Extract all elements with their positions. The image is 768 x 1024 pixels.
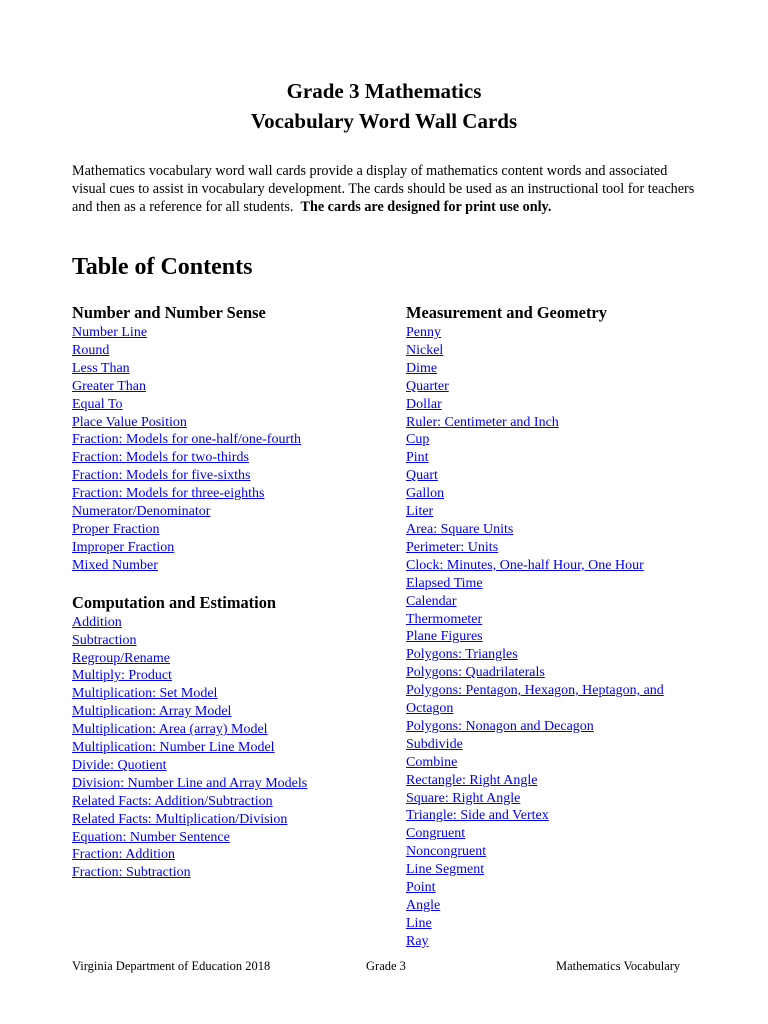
toc-link[interactable]: Multiplication: Number Line Model xyxy=(72,740,275,756)
toc-link[interactable]: Ray xyxy=(406,933,429,949)
toc-list-item xyxy=(406,628,706,646)
toc-link[interactable]: Combine xyxy=(406,754,458,770)
footer-center: Grade 3 xyxy=(366,959,406,973)
toc-link[interactable]: Congruent xyxy=(406,826,466,842)
toc-link[interactable]: Addition xyxy=(72,614,122,630)
toc-link[interactable]: Dime xyxy=(406,360,438,376)
toc-list-item xyxy=(406,539,706,557)
number-sense-list xyxy=(72,324,392,575)
toc-link[interactable]: Multiply: Product xyxy=(72,668,172,684)
toc-link[interactable]: Fraction: Models for five-sixths xyxy=(72,468,251,484)
toc-link[interactable]: Penny xyxy=(406,325,441,340)
toc-link[interactable]: Pint xyxy=(406,450,429,466)
toc-list-item xyxy=(406,467,706,485)
toc-link[interactable]: Dollar xyxy=(406,396,442,412)
toc-link[interactable]: Nickel xyxy=(406,342,444,358)
toc-list-item xyxy=(72,632,392,650)
toc-list-item xyxy=(406,879,706,897)
toc-link[interactable]: Subtraction xyxy=(72,632,137,648)
toc-list-item xyxy=(72,614,392,632)
toc-link[interactable]: Rectangle: Right Angle xyxy=(406,772,538,788)
toc-link[interactable]: Divide: Quotient xyxy=(72,757,167,773)
toc-link[interactable]: Clock: Minutes, One-half Hour, One Hour xyxy=(406,557,644,573)
toc-list-item xyxy=(406,772,706,790)
toc-list-item xyxy=(72,485,392,503)
toc-link[interactable]: Calendar xyxy=(406,593,457,609)
toc-list-item xyxy=(72,775,392,793)
toc-link[interactable]: Line xyxy=(406,915,432,931)
toc-list-item xyxy=(406,915,706,933)
toc-list-item xyxy=(72,846,392,864)
toc-list-item xyxy=(72,431,392,449)
toc-list-item xyxy=(406,557,706,575)
toc-link[interactable]: Multiplication: Array Model xyxy=(72,704,232,720)
toc-list-item xyxy=(406,700,706,718)
toc-link[interactable]: Fraction: Addition xyxy=(72,847,176,863)
toc-list-item xyxy=(406,575,706,593)
computation-list xyxy=(72,614,392,883)
toc-list-item xyxy=(72,793,392,811)
toc-link[interactable]: Triangle: Side and Vertex xyxy=(406,808,549,824)
toc-list-item xyxy=(406,933,706,951)
toc-link[interactable]: Subdivide xyxy=(406,736,463,752)
document-title-line-2: Vocabulary Word Wall Cards xyxy=(250,109,518,133)
toc-list-item xyxy=(72,396,392,414)
toc-list-item xyxy=(406,324,706,342)
toc-list-item xyxy=(406,718,706,736)
toc-list-item xyxy=(406,807,706,825)
section-heading-number-sense: Number and Number Sense xyxy=(72,303,266,322)
toc-list-item xyxy=(406,736,706,754)
toc-list-item xyxy=(72,667,392,685)
footer-right: Mathematics Vocabulary xyxy=(556,959,681,973)
toc-list-item xyxy=(72,650,392,668)
toc-list-item xyxy=(406,485,706,503)
toc-list-item xyxy=(72,721,392,739)
toc-list-item xyxy=(72,503,392,521)
toc-link[interactable]: Multiplication: Area (array) Model xyxy=(72,722,268,738)
toc-link[interactable]: Gallon xyxy=(406,486,445,502)
toc-link[interactable]: Proper Fraction xyxy=(72,521,160,537)
intro-text: Mathematics vocabulary word wall cards provide a display of mathematics content words and associated visual cues to assist in vocabulary development. The cards should be used as an instructional tool for teachers and then as a reference for all students. xyxy=(72,163,695,215)
toc-link[interactable]: Quart xyxy=(406,468,438,484)
toc-list-item xyxy=(406,521,706,539)
toc-link[interactable]: Quarter xyxy=(406,378,449,394)
toc-link[interactable]: Area: Square Units xyxy=(406,521,514,537)
toc-link[interactable]: Related Facts: Addition/Subtraction xyxy=(72,793,273,809)
toc-list-item xyxy=(406,790,706,808)
toc-list-item xyxy=(406,861,706,879)
toc-link[interactable]: Division: Number Line and Array Models xyxy=(72,775,308,791)
toc-link[interactable]: Polygons: Triangles xyxy=(406,647,518,663)
toc-list-item xyxy=(406,646,706,664)
toc-list-item xyxy=(72,449,392,467)
toc-link[interactable]: Number Line xyxy=(72,325,148,340)
toc-list-item xyxy=(72,811,392,829)
intro-bold-text: The cards are designed for print use only. xyxy=(300,199,552,215)
toc-link[interactable]: Perimeter: Units xyxy=(406,539,499,555)
footer-left: Virginia Department of Education 2018 xyxy=(72,959,271,973)
toc-link[interactable]: Polygons: Nonagon and Decagon xyxy=(406,718,594,734)
section-heading-measurement: Measurement and Geometry xyxy=(406,303,607,322)
toc-list-item xyxy=(72,829,392,847)
toc-link[interactable]: Polygons: Quadrilaterals xyxy=(406,665,545,681)
toc-link[interactable]: Fraction: Models for one-half/one-fourth xyxy=(72,432,301,448)
toc-list-item xyxy=(406,342,706,360)
toc-link[interactable]: Greater Than xyxy=(72,378,146,394)
toc-link[interactable]: Point xyxy=(406,880,436,896)
toc-list-item xyxy=(406,843,706,861)
toc-list-item xyxy=(72,739,392,757)
toc-list-item xyxy=(406,611,706,629)
toc-link[interactable]: Liter xyxy=(406,504,434,520)
toc-right-column xyxy=(406,302,706,951)
toc-heading: Table of Contents xyxy=(72,254,253,280)
section-heading-computation: Computation and Estimation xyxy=(72,592,277,612)
toc-link[interactable]: Improper Fraction xyxy=(72,539,175,555)
toc-list-item xyxy=(406,825,706,843)
toc-list-item xyxy=(406,396,706,414)
toc-link[interactable]: Square: Right Angle xyxy=(406,790,521,806)
toc-list-item xyxy=(406,754,706,772)
toc-list-item xyxy=(406,431,706,449)
toc-link[interactable]: Elapsed Time xyxy=(406,575,483,591)
toc-link[interactable]: Regroup/Rename xyxy=(72,650,170,666)
toc-list-item xyxy=(72,378,392,396)
toc-list-item xyxy=(72,757,392,775)
toc-list-item xyxy=(72,360,392,378)
toc-link[interactable]: Cup xyxy=(406,432,430,448)
toc-list-item xyxy=(406,449,706,467)
document-title-line-1: Grade 3 Mathematics xyxy=(286,79,482,103)
toc-list-item xyxy=(72,864,392,882)
toc-list-item xyxy=(72,703,392,721)
toc-link[interactable]: Place Value Position xyxy=(72,414,187,430)
toc-link[interactable]: Equal To xyxy=(72,396,123,412)
toc-link[interactable]: Related Facts: Multiplication/Division xyxy=(72,811,288,827)
toc-list-item xyxy=(406,414,706,432)
toc-link[interactable]: Polygons: Pentagon, Hexagon, Heptagon, and xyxy=(406,683,664,699)
toc-list-item xyxy=(406,593,706,611)
toc-link[interactable]: Mixed Number xyxy=(72,557,158,573)
toc-list-item xyxy=(72,521,392,539)
toc-link[interactable]: Octagon xyxy=(406,701,454,717)
toc-list-item xyxy=(406,503,706,521)
toc-list-item xyxy=(72,324,392,342)
toc-link[interactable]: Numerator/Denominator xyxy=(72,504,211,520)
toc-link[interactable]: Round xyxy=(72,342,110,358)
toc-link[interactable]: Angle xyxy=(406,898,441,913)
toc-list-item xyxy=(406,378,706,396)
toc-list-item xyxy=(406,897,706,915)
toc-link[interactable]: Ruler: Centimeter and Inch xyxy=(406,414,559,430)
toc-link[interactable]: Fraction: Subtraction xyxy=(72,865,191,881)
toc-link[interactable]: Line Segment xyxy=(406,862,485,878)
toc-link[interactable]: Less Than xyxy=(72,360,130,376)
toc-link[interactable]: Thermometer xyxy=(406,611,483,627)
toc-list-item xyxy=(72,557,392,575)
toc-list-item xyxy=(72,685,392,703)
toc-link[interactable]: Plane Figures xyxy=(406,629,483,645)
toc-link[interactable]: Noncongruent xyxy=(406,844,487,860)
toc-link[interactable]: Fraction: Models for two-thirds xyxy=(72,450,249,466)
toc-list-item xyxy=(406,682,706,700)
intro-paragraph xyxy=(72,162,698,216)
toc-list-item xyxy=(406,664,706,682)
toc-list-item xyxy=(406,360,706,378)
measurement-list xyxy=(406,324,706,951)
toc-list-item xyxy=(72,342,392,360)
toc-left-column xyxy=(72,302,392,882)
toc-link[interactable]: Equation: Number Sentence xyxy=(72,829,230,845)
toc-link[interactable]: Multiplication: Set Model xyxy=(72,686,218,702)
toc-list-item xyxy=(72,539,392,557)
toc-list-item xyxy=(72,467,392,485)
toc-list-item xyxy=(72,414,392,432)
toc-link[interactable]: Fraction: Models for three-eighths xyxy=(72,486,265,502)
